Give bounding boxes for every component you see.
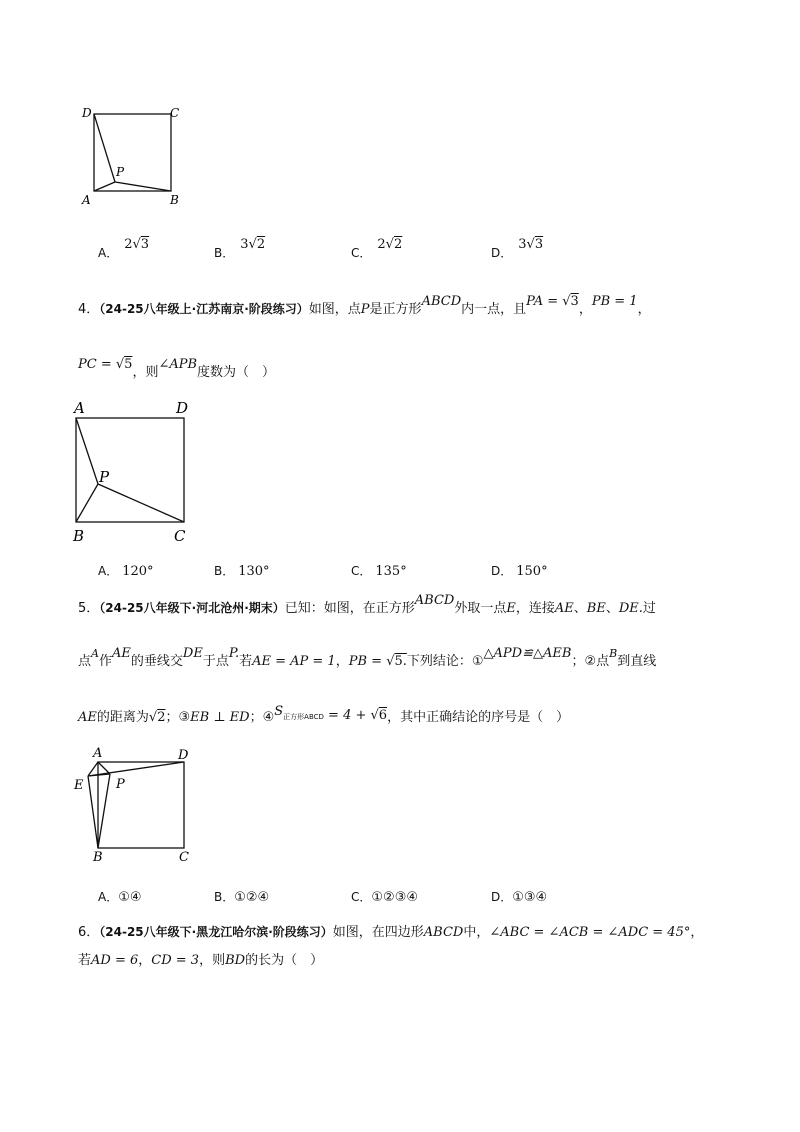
q5-segment-AP (98, 762, 110, 774)
q4-option-a[interactable]: A． 120° (98, 564, 154, 579)
q3-figure (78, 100, 188, 210)
q6-line-2: 若AD = 6，CD = 3，则BD的长为（ ） (78, 953, 324, 968)
q4-segment-CP (98, 484, 184, 522)
q3-option-a[interactable]: A．2√3 (98, 237, 150, 260)
q5-segment-AE (88, 762, 98, 776)
q6-line-1: 6．（24-25八年级下·黑龙江哈尔滨·阶段练习）如图，在四边形ABCD中，∠ABC = ∠ACB = ∠ADC = 45°， (78, 925, 704, 940)
q5-label-C: C (179, 850, 189, 865)
q5-figure (66, 745, 206, 865)
q4-label-B: B (73, 527, 85, 545)
q3-option-b[interactable]: B．3√2 (214, 237, 266, 260)
q4-label-A: A (74, 399, 85, 417)
q5-option-c[interactable]: C．①②③④ (351, 890, 419, 905)
q4-option-b[interactable]: B． 130° (214, 564, 270, 579)
q4-label-C: C (174, 527, 186, 545)
q5-option-a[interactable]: A．①④ (98, 890, 142, 905)
q3-option-c[interactable]: C．2√2 (351, 237, 403, 260)
q3-segment-BP (115, 182, 171, 191)
q4-line-1: 4．（24-25八年级上·江苏南京·阶段练习）如图，点P是正方形ABCD内一点，且PA = √3，PB = 1， (78, 294, 651, 317)
q4-label-D: D (176, 399, 189, 417)
q3-label-B: B (170, 193, 179, 207)
q5-square (98, 762, 184, 848)
q5-segment-ED (88, 762, 184, 776)
q5-label-D: D (178, 748, 189, 763)
q5-segment-EB (88, 776, 98, 848)
q5-label-P: P (116, 777, 125, 792)
q4-segment-AP (76, 418, 98, 484)
q5-line-1: 5．（24-25八年级下·河北沧州·期末）已知：如图，在正方形ABCD外取一点E，连接AE、BE、DE.过 (78, 593, 656, 616)
q5-label-B: B (93, 850, 103, 865)
q3-segment-AP (94, 182, 115, 191)
q3-segment-DP (94, 114, 115, 182)
q4-option-c[interactable]: C． 135° (351, 564, 407, 579)
q4-line-2: PC = √5，则∠APB度数为（ ） (78, 357, 276, 380)
q4-label-P: P (99, 468, 110, 486)
q5-segment-PB (98, 774, 110, 848)
q4-option-d[interactable]: D． 150° (491, 564, 548, 579)
q4-square (76, 418, 184, 522)
q5-line-2: 点$^A$作AE的垂线交DE于点P.若AE = AP = 1，PB = √5.下列结论：①△APD≌△AEB；②点$^B$到直线 (78, 646, 657, 669)
q5-option-d[interactable]: D．①③④ (491, 890, 548, 905)
q5-label-E: E (74, 778, 84, 793)
q3-label-A: A (82, 193, 91, 207)
q5-option-b[interactable]: B．①②④ (214, 890, 270, 905)
q3-label-D: D (82, 106, 92, 120)
q4-segment-BP (76, 484, 98, 522)
q3-label-P: P (116, 165, 125, 179)
q5-line-3: AE的距离为√2；③EB ⊥ ED；④S正方形ABCD = 4 + √6，其中正确结论的序号是（ ） (78, 704, 570, 725)
q3-option-d[interactable]: D．3√3 (491, 237, 544, 260)
q4-figure (64, 396, 204, 546)
q5-label-A: A (93, 746, 103, 761)
q3-label-C: C (170, 106, 180, 120)
